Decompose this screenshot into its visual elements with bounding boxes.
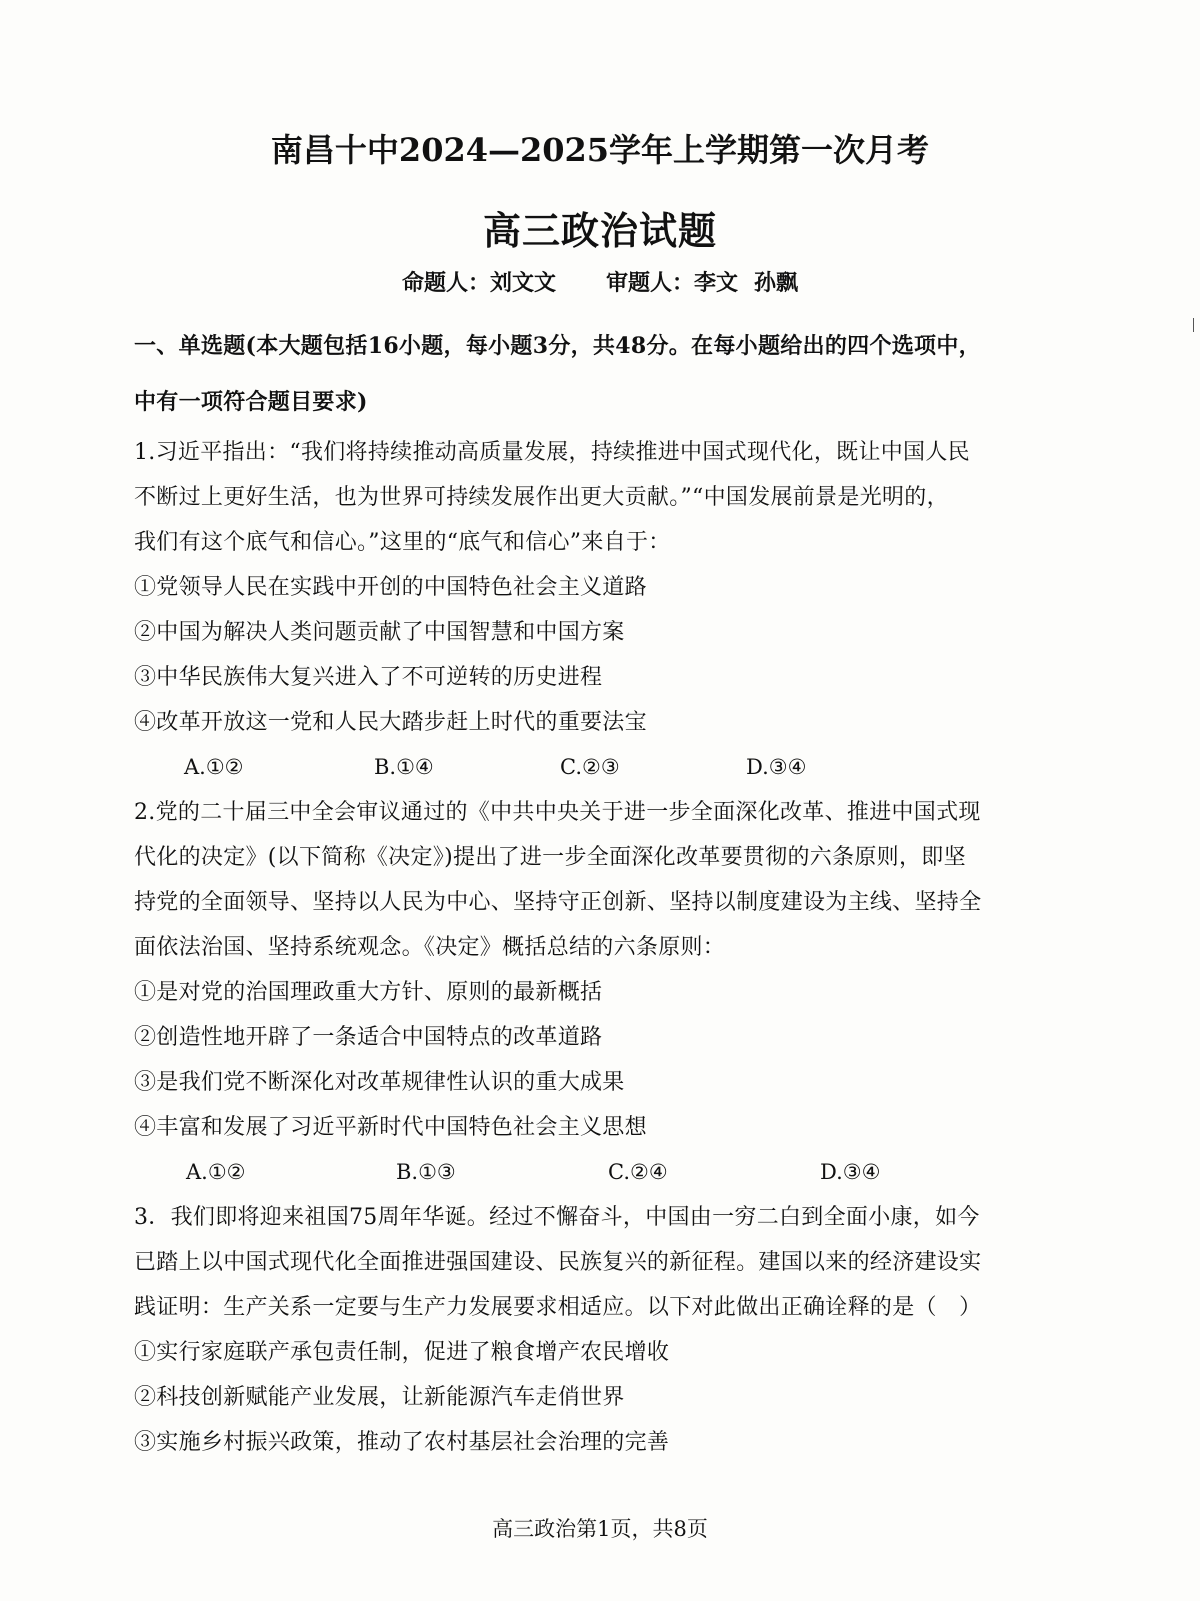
question-1-stem-line: 不断过上更好生活，也为世界可持续发展作出更大贡献。”“中国发展前景是光明的， (134, 485, 949, 510)
question-1-statement: ①党领导人民在实践中开创的中国特色社会主义道路 (134, 575, 647, 600)
reviewer-label: 审题人：李文 (605, 270, 738, 296)
question-2-stem-line: 2.党的二十届三中全会审议通过的《中共中央关于进一步全面深化改革、推进中国式现 (134, 800, 981, 825)
question-2-stem-line: 代化的决定》(以下简称《决定》)提出了进一步全面深化改革要贯彻的六条原则，即坚 (134, 845, 966, 870)
question-3-statement: ③实施乡村振兴政策，推动了农村基层社会治理的完善 (134, 1430, 670, 1455)
question-1 (134, 430, 1064, 790)
authors-line (0, 266, 1200, 297)
question-1-statement: ④改革开放这一党和人民大踏步赶上时代的重要法宝 (134, 710, 647, 735)
question-2-options (134, 1150, 1064, 1195)
question-2-statement: ①是对党的治国理政重大方针、原则的最新概括 (134, 980, 603, 1005)
page-footer: 高三政治第1页，共8页 (492, 1517, 708, 1541)
question-2-statement: ②创造性地开辟了一条适合中国特点的改革道路 (134, 1025, 603, 1050)
question-3-stem-line: 3．我们即将迎来祖国75周年华诞。经过不懈奋斗，中国由一穷二白到全面小康，如今 (134, 1205, 980, 1230)
question-2-option-a: A.①② (186, 1160, 246, 1184)
question-1-stem-line: 我们有这个底气和信心。”这里的“底气和信心”来自于： (134, 530, 671, 555)
question-2 (134, 790, 1064, 1195)
question-1-statement: ③中华民族伟大复兴进入了不可逆转的历史进程 (134, 665, 603, 690)
section-heading-line-1: 一、单选题(本大题包括16小题，每小题3分，共48分。在每小题给出的四个选项中， (134, 333, 981, 359)
question-1-options (134, 745, 1064, 790)
question-2-option-b: B.①③ (396, 1160, 456, 1184)
question-2-stem-line: 持党的全面领导、坚持以人民为中心、坚持守正创新、坚持以制度建设为主线、坚持全 (134, 890, 982, 915)
exam-subtitle: 高三政治试题 (482, 208, 717, 253)
question-3-statement: ②科技创新赋能产业发展，让新能源汽车走俏世界 (134, 1385, 625, 1410)
question-3-stem-line: 已踏上以中国式现代化全面推进强国建设、民族复兴的新征程。建国以来的经济建设实 (134, 1250, 982, 1275)
question-2-statement: ③是我们党不断深化对改革规律性认识的重大成果 (134, 1070, 625, 1095)
question-3-stem-line: 践证明：生产关系一定要与生产力发展要求相适应。以下对此做出正确诠释的是（ ） (134, 1295, 982, 1320)
question-3-statement: ①实行家庭联产承包责任制，促进了粮食增产农民增收 (134, 1340, 670, 1365)
question-1-statement: ②中国为解决人类问题贡献了中国智慧和中国方案 (134, 620, 625, 645)
question-3 (134, 1195, 1064, 1465)
question-1-option-c: C.②③ (560, 755, 620, 779)
exam-content (134, 318, 1064, 1465)
question-2-option-d: D.③④ (820, 1160, 881, 1184)
question-2-stem-line: 面依法治国、坚持系统观念。《决定》概括总结的六条原则： (134, 935, 726, 960)
author-label: 命题人：刘文文 (401, 270, 556, 296)
question-2-option-c: C.②④ (608, 1160, 668, 1184)
question-1-option-d: D.③④ (746, 755, 807, 779)
reviewer-second: 孙飘 (754, 270, 799, 296)
scan-mark (1193, 318, 1198, 332)
question-2-statement: ④丰富和发展了习近平新时代中国特色社会主义思想 (134, 1115, 647, 1140)
question-1-stem-line: 1.习近平指出：“我们将持续推动高质量发展，持续推进中国式现代化，既让中国人民 (134, 440, 970, 465)
question-1-option-b: B.①④ (374, 755, 434, 779)
question-1-option-a: A.①② (184, 755, 244, 779)
section-heading-line-2: 中有一项符合题目要求) (134, 389, 368, 415)
exam-title: 南昌十中2024—2025学年上学期第一次月考 (270, 131, 930, 169)
